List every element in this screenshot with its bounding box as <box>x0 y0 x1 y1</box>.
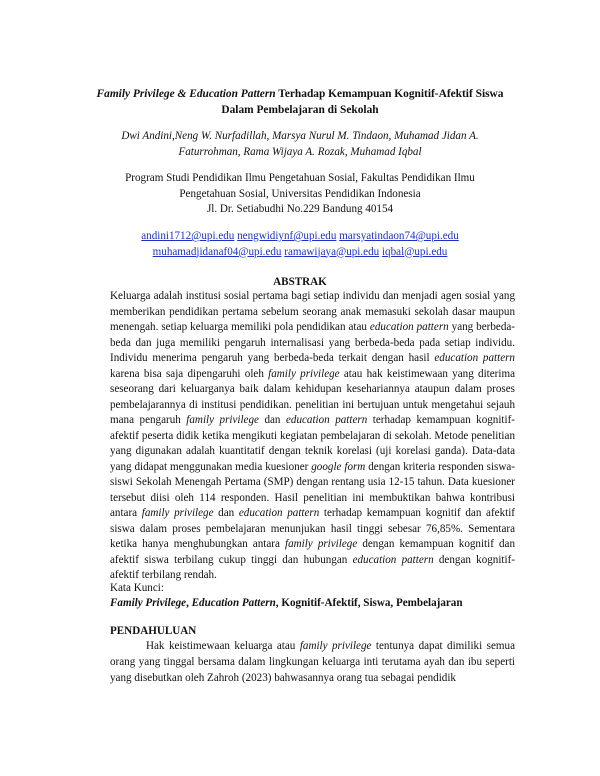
abstract-text: terhadap kemampuan kognitif dan afektif siswa dalam proses pembelajaran menunjukan hasil tinggi sebesar 76,85%. Sementara ketika hanya menghubungkan antara <box>110 507 515 550</box>
email-link[interactable]: nengwidiynf@upi.edu <box>237 230 337 242</box>
keywords-heading: Kata Kunci: <box>110 582 164 594</box>
abstract-term: education pattern <box>285 414 368 426</box>
title-rest: Terhadap Kemampuan Kognitif-Afektif Siswa Dalam Pembelajaran di Sekolah <box>221 88 504 116</box>
abstract-text: karena bisa saja dipengaruhi oleh <box>110 367 269 380</box>
author-list: Dwi Andini,Neng W. Nurfadillah, Marsya Nurul M. Tindaon, Muhamad Jidan A. Faturrohman, Rama Wijaya A. Rozak, Muhamad Iqbal <box>121 130 479 158</box>
abstract-text: dengan kemampuan kognitif dan afektif siswa terbilang cukup tinggi dan hubungan <box>110 538 515 566</box>
intro-term: family privilege <box>299 640 372 652</box>
abstract-term: family privilege <box>285 538 358 550</box>
abstract-text: terhadap kemampuan kognitif-afektif peserta didik ketika mengikuti kegiatan pembelajaran di sekolah. Metode penelitian yang digunakan adalah kuantitatif dengan teknik korelasi (uji korelasi ganda). Data-data yang didapat menggunakan media kuesioner <box>110 414 515 473</box>
title-italic-part: Family Privilege & Education Pattern <box>96 88 276 100</box>
keyword: Family Privilege <box>110 597 187 609</box>
keywords-list <box>110 596 463 611</box>
abstract-text: dengan kriteria responden siswa-siswi Sekolah Menengah Pertama (SMP) dengan rentang usia 12-15 tahun. Data kuesioner tersebut diisi oleh 114 responden. Hasil penelitian ini membuktikan bahwa kontribusi antara <box>110 460 515 519</box>
keyword-separator: , <box>186 597 192 609</box>
abstract-text: dengan kognitif-afektif terbilang rendah. <box>110 553 515 581</box>
abstract-text: Keluarga adalah institusi sosial pertama bagi setiap individu dan menjadi agen sosial yang memberikan pendidikan pertama sebelum seorang anak memasuki sekolah dasar maupun menengah. setiap keluarga memiliki pola pendidikan atau <box>110 290 515 333</box>
abstract-term: family privilege <box>186 414 259 426</box>
email-link[interactable]: ramawijaya@upi.edu <box>284 245 380 258</box>
email-link[interactable]: iqbal@upi.edu <box>381 245 448 258</box>
intro-text: tentunya dapat dimiliki semua orang yang tinggal bersama dalam lingkungan keluarga inti terutama ayah dan ibu seperti yang disebutkan oleh Zahroh (2023) bahwasannya orang tua sebagai pendidik <box>110 640 515 684</box>
abstract-term: google form <box>311 460 366 473</box>
affiliation-line: Program Studi Pendidikan Ilmu Pengetahuan Sosial, Fakultas Pendidikan Ilmu <box>125 172 475 184</box>
email-list <box>90 229 510 260</box>
abstract-body <box>110 289 515 584</box>
abstract-text: dan <box>258 414 286 426</box>
affiliation-address: Jl. Dr. Setiabudhi No.229 Bandung 40154 <box>206 203 394 215</box>
keyword: Education Pattern <box>191 597 276 609</box>
email-link[interactable]: muhamadjidanaf04@upi.edu <box>152 245 282 258</box>
keyword-rest: , Kognitif-Afektif, Siswa, Pembelajaran <box>275 597 463 609</box>
intro-text: Hak keistimewaan keluarga atau <box>146 640 300 652</box>
abstract-text: dan <box>213 507 239 519</box>
introduction-body <box>110 638 515 686</box>
abstract-term: family privilege <box>268 367 340 380</box>
abstract-text: atau hak keistimewaan yang diterima seseorang dari keluarganya baik dalam kehidupan kesehariannya ataupun dalam proses pembelajarannya di institusi pendidikan. penelitian ini bertujuan untuk mengetahui sejauh mana pengaruh <box>110 367 515 426</box>
email-link[interactable]: marsyatindaon74@upi.edu <box>339 230 459 242</box>
paper-title <box>90 86 510 118</box>
affiliation-line: Pengetahuan Sosial, Universitas Pendidikan Indonesia <box>179 187 421 200</box>
abstract-heading: ABSTRAK <box>273 276 327 288</box>
abstract-term: education pattern <box>238 507 320 519</box>
abstract-term: family privilege <box>141 507 214 519</box>
abstract-text: yang berbeda-beda dan juga memiliki pengaruh internalisasi yang berbeda-beda pada setiap individu. Individu menerima pengaruh yang berbeda-beda terkait dengan hasil <box>110 321 515 364</box>
affiliation <box>90 171 510 218</box>
email-link[interactable]: andini1712@upi.edu <box>141 230 235 242</box>
section-heading-introduction: PENDAHULUAN <box>110 625 197 637</box>
abstract-term: education pattern <box>352 553 434 566</box>
abstract-term: education pattern <box>369 321 449 333</box>
abstract-term: education pattern <box>434 352 515 364</box>
